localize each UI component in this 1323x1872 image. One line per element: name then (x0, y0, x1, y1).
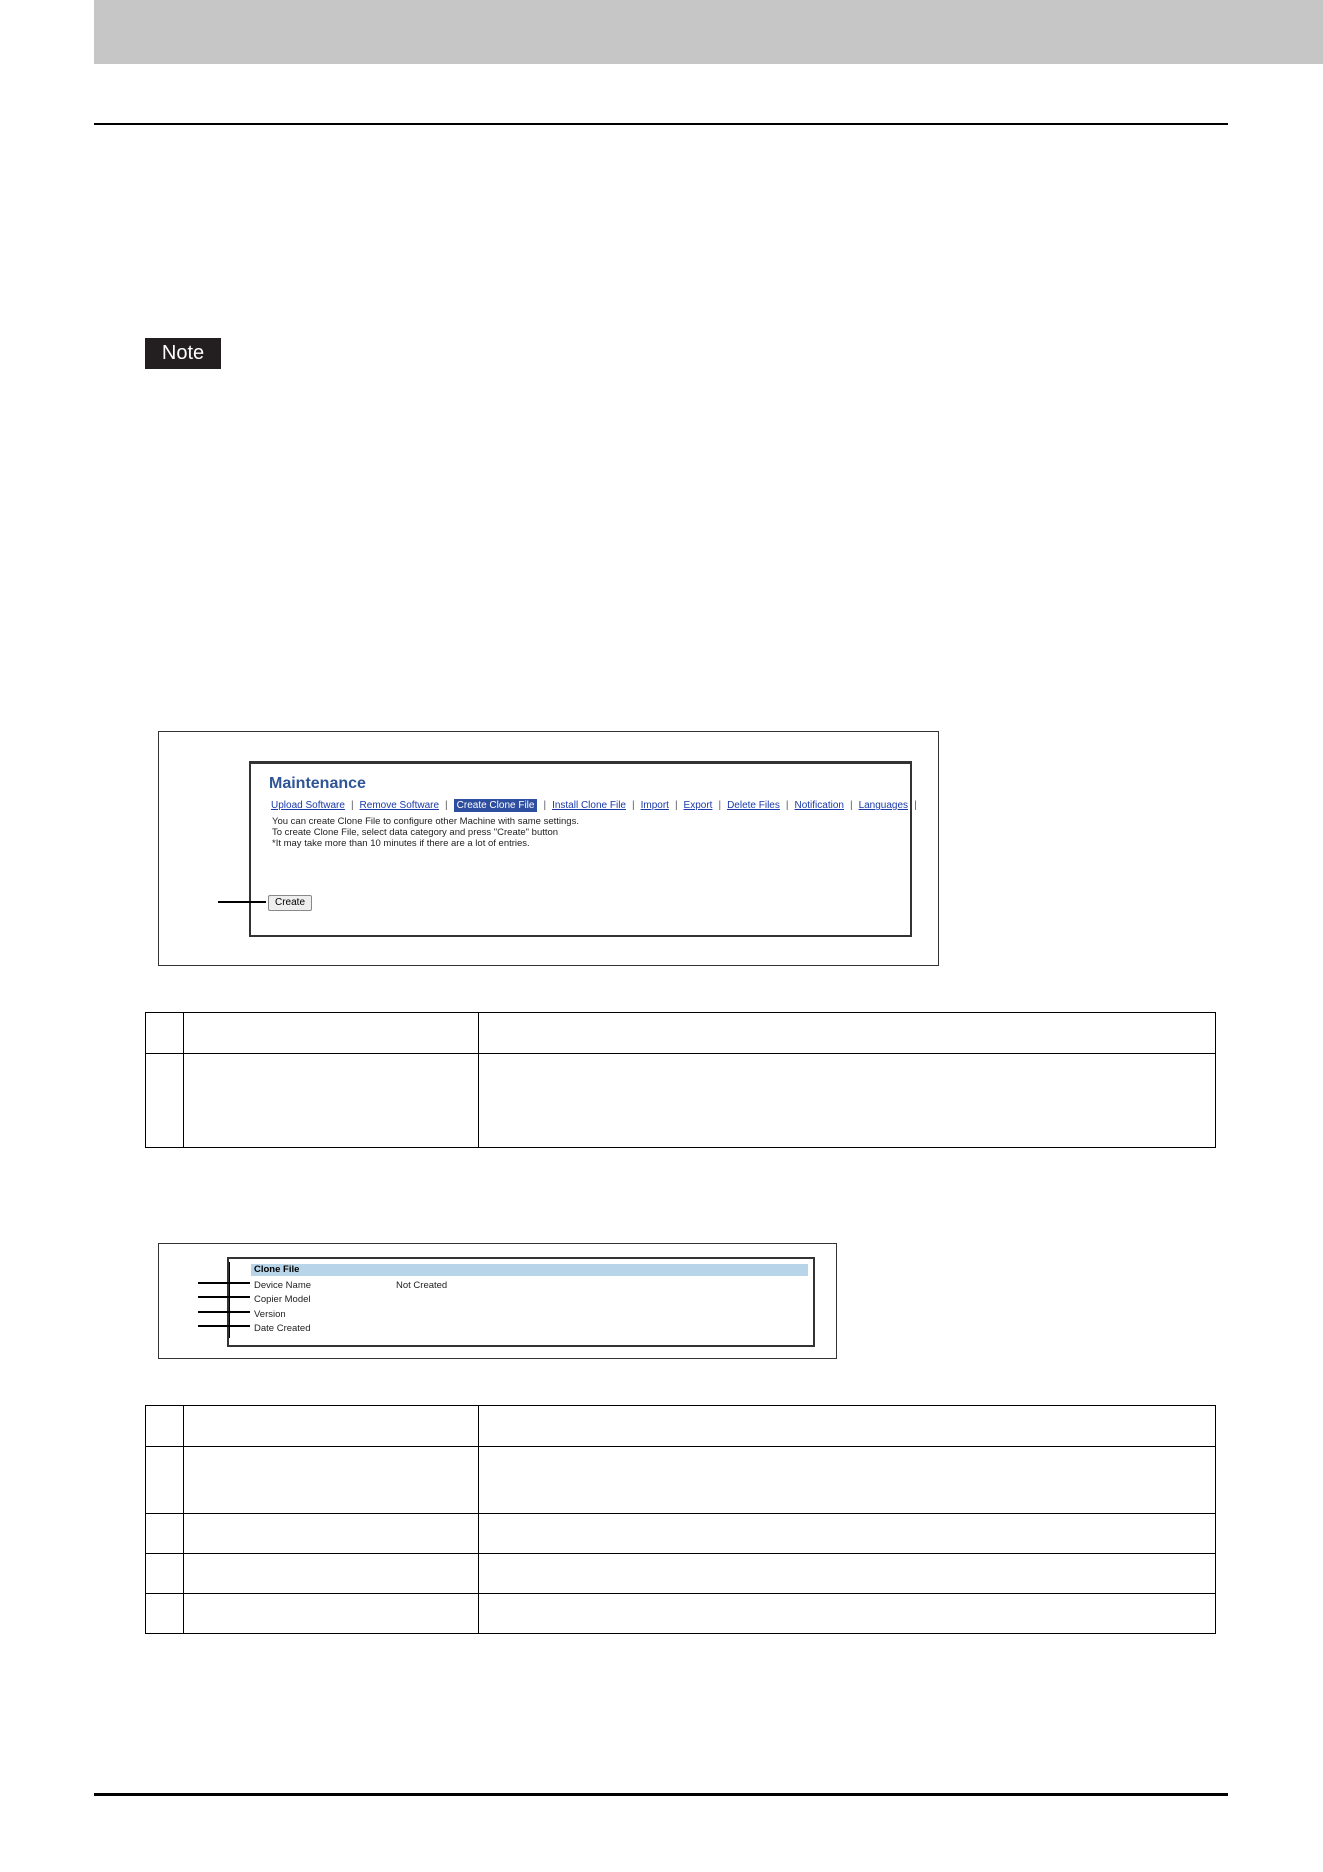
callout-guide (229, 1262, 230, 1338)
table-row (146, 1594, 1216, 1634)
nav-upload-software[interactable]: Upload Software (271, 800, 345, 811)
maintenance-panel (249, 761, 917, 937)
table-row (146, 1406, 1216, 1447)
clone-file-header: Clone File (251, 1264, 808, 1276)
maintenance-nav: Upload Software | Remove Software | Create Clone File | Install Clone File | Import | Export | Delete Files | Notification | Languages | (271, 800, 917, 811)
info-line: To create Clone File, select data category and press "Create" button (272, 827, 559, 838)
callout-line (198, 1325, 250, 1327)
device-name-label: Device Name (254, 1280, 312, 1291)
description-table-2 (145, 1405, 1216, 1634)
table-row (146, 1514, 1216, 1554)
nav-create-clone-file[interactable]: Create Clone File (454, 799, 538, 812)
page-header-band (94, 0, 1323, 64)
nav-remove-software[interactable]: Remove Software (359, 800, 440, 811)
table-row (146, 1554, 1216, 1594)
nav-languages[interactable]: Languages (858, 800, 909, 811)
nav-export[interactable]: Export (683, 800, 713, 811)
table-row (146, 1447, 1216, 1514)
clone-file-screenshot-frame (158, 1243, 837, 1359)
version-label: Version (254, 1309, 286, 1320)
table-row (146, 1054, 1216, 1148)
header-rule (94, 123, 1228, 125)
callout-line (198, 1311, 250, 1313)
nav-delete-files[interactable]: Delete Files (727, 800, 780, 811)
date-created-label: Date Created (254, 1323, 311, 1334)
description-table-1 (145, 1012, 1216, 1148)
info-line: You can create Clone File to configure other Machine with same settings. (272, 816, 579, 827)
callout-line (218, 901, 266, 903)
maintenance-screenshot-frame (158, 731, 939, 966)
copier-model-label: Copier Model (254, 1294, 311, 1305)
nav-notification[interactable]: Notification (794, 800, 844, 811)
footer-rule (94, 1793, 1228, 1796)
clone-file-panel (227, 1257, 815, 1347)
note-badge: Note (145, 338, 221, 369)
nav-import[interactable]: Import (640, 800, 669, 811)
nav-install-clone-file[interactable]: Install Clone File (552, 800, 626, 811)
info-line: *It may take more than 10 minutes if there are a lot of entries. (272, 838, 530, 849)
create-button[interactable]: Create (268, 895, 312, 911)
device-name-value: Not Created (396, 1280, 448, 1291)
page-title: Maintenance (269, 775, 366, 792)
table-row (146, 1013, 1216, 1054)
callout-line (198, 1282, 250, 1284)
callout-line (198, 1296, 250, 1298)
